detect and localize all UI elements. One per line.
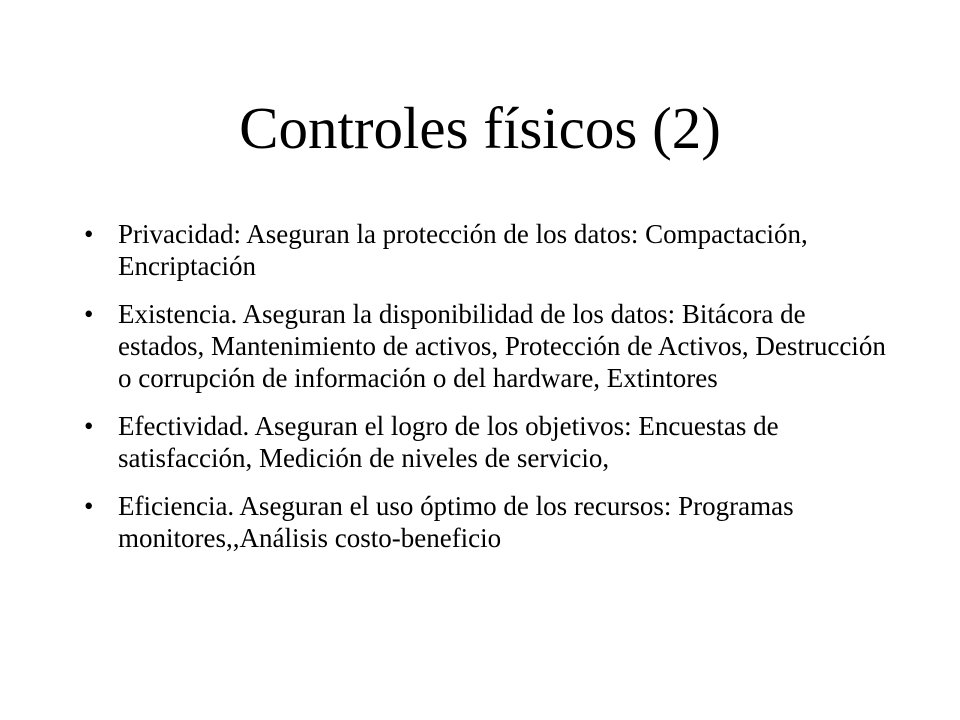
bullet-text: Privacidad: Aseguran la protección de los datos: Compactación, Encriptación	[118, 219, 808, 281]
bullet-text: Existencia. Aseguran la disponibilidad de los datos: Bitácora de estados, Mantenimiento de activos, Protección de Activos, Destrucción o corrupción de información o del hardware, Extintores	[118, 299, 886, 393]
bullet-item-efectividad	[84, 410, 894, 474]
bullet-icon: •	[84, 299, 94, 329]
bullet-text: Eficiencia. Aseguran el uso óptimo de los recursos: Programas monitores,,Análisis costo-beneficio	[118, 491, 794, 553]
bullet-item-eficiencia	[84, 490, 894, 554]
slide-title: Controles físicos (2)	[239, 95, 721, 161]
bullet-text: Efectividad. Aseguran el logro de los objetivos: Encuestas de satisfacción, Medición de niveles de servicio,	[118, 411, 779, 473]
bullet-item-existencia	[84, 298, 894, 394]
bullet-icon: •	[84, 219, 94, 249]
bullet-icon: •	[84, 411, 94, 441]
bullet-icon: •	[84, 491, 94, 521]
bullet-item-privacidad	[84, 218, 894, 282]
bullet-list	[84, 218, 894, 570]
